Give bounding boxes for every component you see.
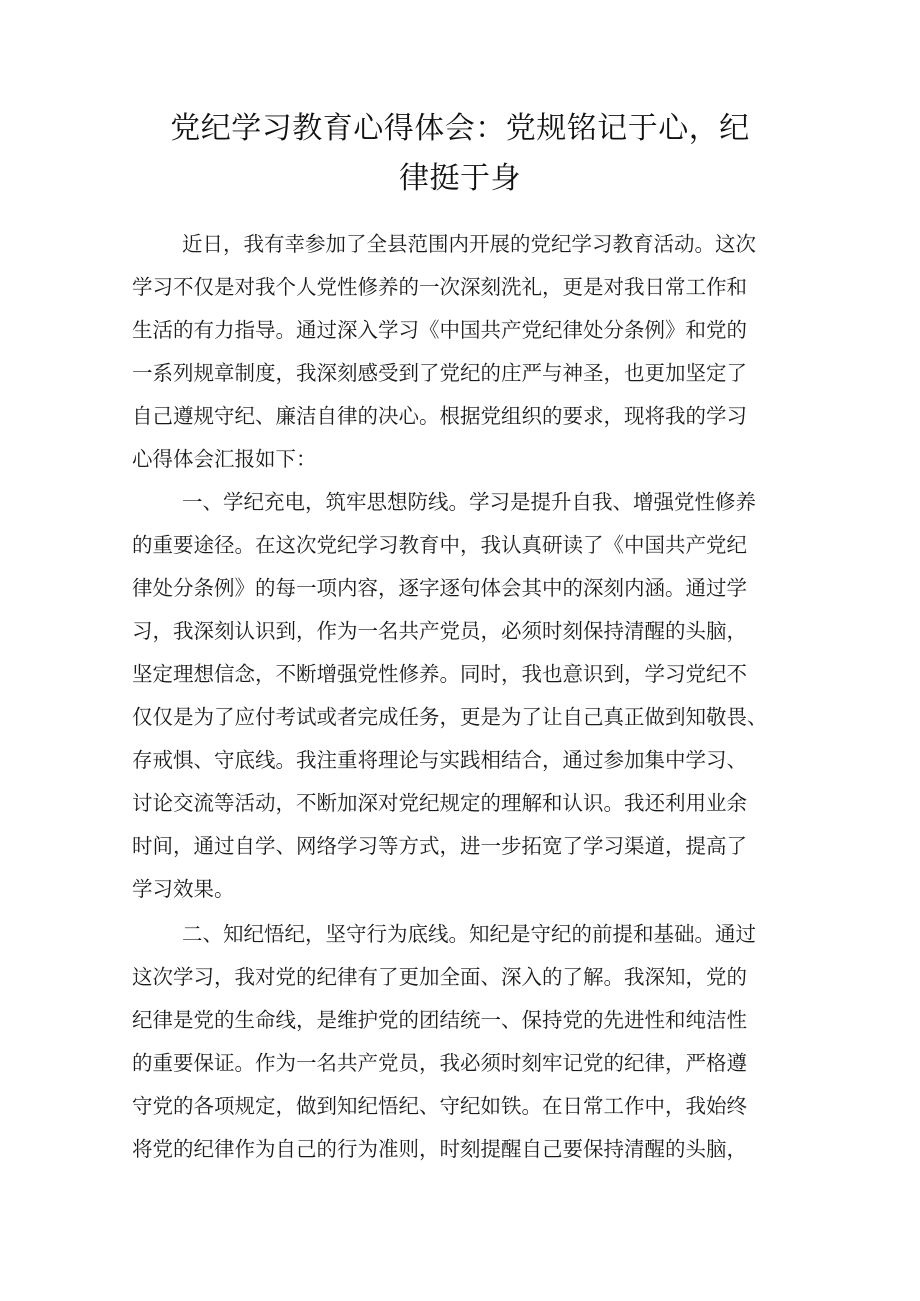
text-line: 二、知纪悟纪，坚守行为底线。知纪是守纪的前提和基础。通过 — [182, 922, 756, 946]
title-line: 律挺于身 — [399, 161, 521, 196]
text-line: 生活的有力指导。通过深入学习《中国共产党纪律处分条例》和党的 — [132, 318, 747, 342]
paragraph-section-2 — [132, 913, 792, 1171]
text-line: 存戒惧、守底线。我注重将理论与实践相结合，通过参加集中学习、 — [132, 748, 747, 772]
text-line: 讨论交流等活动，不断加深对党纪规定的理解和认识。我还利用业余 — [132, 791, 747, 815]
document-title — [120, 104, 800, 204]
text-line: 学习不仅是对我个人党性修养的一次深刻洗礼，更是对我日常工作和 — [132, 275, 747, 299]
text-line: 守党的各项规定，做到知纪悟纪、守纪如铁。在日常工作中，我始终 — [132, 1094, 747, 1118]
text-line: 将党的纪律作为自己的行为准则，时刻提醒自己要保持清醒的头脑， — [132, 1137, 747, 1161]
text-line: 习，我深刻认识到，作为一名共产党员，必须时刻保持清醒的头脑， — [132, 619, 747, 643]
text-line: 一、学纪充电，筑牢思想防线。学习是提升自我、增强党性修养 — [182, 490, 756, 514]
text-line: 仅仅是为了应付考试或者完成任务，更是为了让自己真正做到知敬畏、 — [132, 705, 768, 729]
text-line: 一系列规章制度，我深刻感受到了党纪的庄严与神圣，也更加坚定了 — [132, 361, 747, 385]
text-line: 学习效果。 — [132, 877, 235, 901]
text-line: 律处分条例》的每一项内容，逐字逐句体会其中的深刻内涵。通过学 — [132, 576, 747, 600]
text-line: 纪律是党的生命线，是维护党的团结统一、保持党的先进性和纯洁性 — [132, 1008, 747, 1032]
text-line: 这次学习，我对党的纪律有了更加全面、深入的了解。我深知，党的 — [132, 965, 747, 989]
paragraph-section-1 — [132, 481, 792, 911]
text-line: 的重要保证。作为一名共产党员，我必须时刻牢记党的纪律，严格遵 — [132, 1051, 747, 1075]
text-line: 近日，我有幸参加了全县范围内开展的党纪学习教育活动。这次 — [182, 232, 756, 256]
text-line: 的重要途径。在这次党纪学习教育中，我认真研读了《中国共产党纪 — [132, 533, 747, 557]
text-line: 自己遵规守纪、廉洁自律的决心。根据党组织的要求，现将我的学习 — [132, 404, 747, 428]
text-line: 心得体会汇报如下： — [132, 447, 317, 471]
paragraph-intro — [132, 223, 792, 481]
text-line: 坚定理想信念，不断增强党性修养。同时，我也意识到，学习党纪不 — [132, 662, 747, 686]
text-line: 时间，通过自学、网络学习等方式，进一步拓宽了学习渠道，提高了 — [132, 834, 747, 858]
title-line: 党纪学习教育心得体会：党规铭记于心，纪 — [170, 111, 750, 146]
document-body — [132, 223, 792, 1171]
